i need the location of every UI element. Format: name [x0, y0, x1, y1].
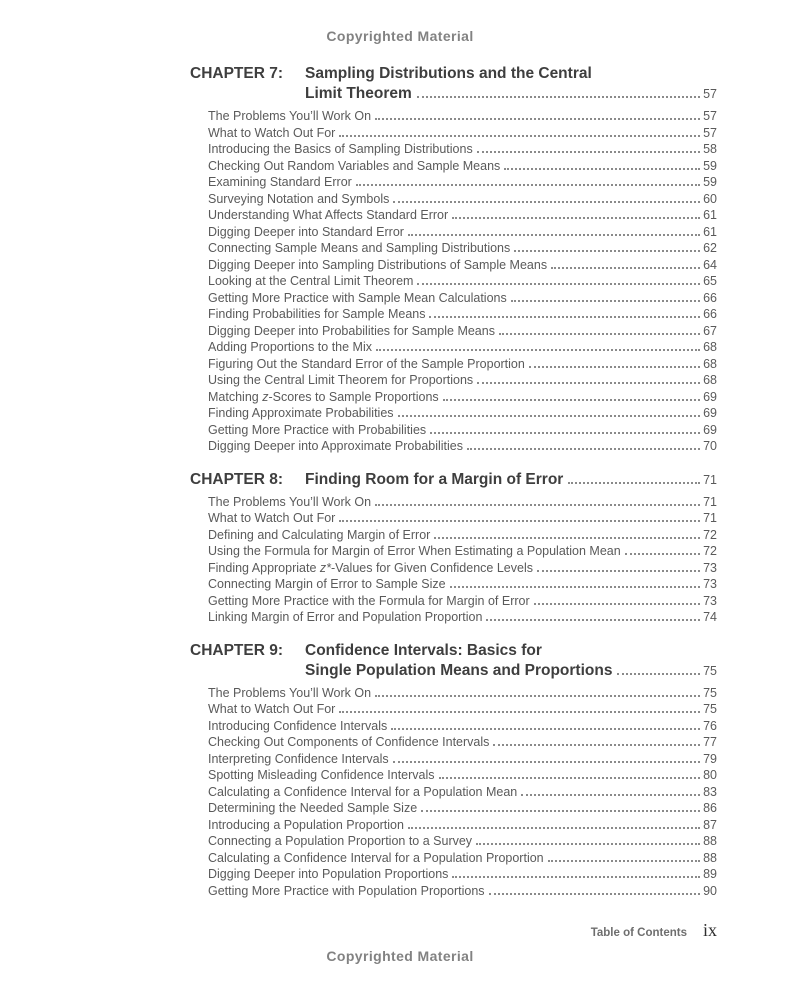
- entry-page-number: 88: [703, 834, 717, 848]
- dot-leader: [534, 603, 700, 605]
- dot-leader: [537, 570, 700, 572]
- toc-entry: [208, 158, 717, 175]
- entry-page-number: 68: [703, 373, 717, 387]
- entry-page-number: 61: [703, 208, 717, 222]
- entry-title: Surveying Notation and Symbols: [208, 191, 390, 206]
- entry-page-number: 86: [703, 801, 717, 815]
- chapter-9-title: [305, 641, 717, 681]
- toc-entry: [208, 718, 717, 735]
- copyright-notice-bottom: Copyrighted Material: [326, 948, 474, 964]
- dot-leader: [376, 349, 700, 351]
- entry-title: Looking at the Central Limit Theorem: [208, 274, 414, 288]
- entry-page-number: 76: [703, 718, 717, 733]
- dot-leader: [521, 794, 700, 796]
- entry-page-number: 67: [703, 323, 717, 338]
- entry-page-number: 73: [703, 593, 717, 608]
- toc-entry: [208, 389, 717, 406]
- toc-entry: [208, 323, 717, 340]
- chapter-8-label: CHAPTER 8:: [190, 470, 284, 488]
- entry-page-number: 80: [703, 768, 717, 782]
- toc-entry: [208, 576, 717, 593]
- toc-entry: [208, 438, 717, 455]
- entry-title: Introducing Confidence Intervals: [208, 718, 388, 733]
- entry-page-number: 60: [703, 191, 717, 206]
- dot-leader: [339, 711, 700, 713]
- toc-entry: [208, 306, 717, 323]
- chapter-9-title-line-2: Single Population Means and Proportions: [305, 661, 613, 679]
- entry-title: Connecting Sample Means and Sampling Distributions: [208, 241, 511, 255]
- entry-page-number: 72: [703, 544, 717, 558]
- entry-title: Determining the Needed Sample Size: [208, 801, 418, 815]
- toc-entry: [208, 866, 717, 883]
- entry-title: Examining Standard Error: [208, 175, 352, 189]
- toc-entry: [208, 207, 717, 224]
- entry-title: The Problems You’ll Work On: [208, 494, 372, 509]
- chapter-9-title-line-1: Confidence Intervals: Basics for: [305, 641, 542, 659]
- entry-page-number: 59: [703, 158, 717, 173]
- entry-title: Getting More Practice with Probabilities: [208, 422, 427, 437]
- dot-leader: [529, 366, 700, 368]
- dot-leader: [477, 382, 700, 384]
- entry-page-number: 57: [703, 125, 717, 140]
- chapter-7-heading: [190, 64, 717, 104]
- chapter-8-entries: [208, 494, 717, 626]
- dot-leader: [417, 283, 700, 285]
- dot-leader: [375, 504, 700, 506]
- dot-leader: [551, 267, 700, 269]
- entry-page-number: 59: [703, 175, 717, 189]
- dot-leader: [504, 168, 700, 170]
- toc-entry: [208, 141, 717, 158]
- entry-title: Matching z-Scores to Sample Proportions: [208, 389, 439, 404]
- toc-entry: [208, 108, 717, 125]
- chapter-9-label: CHAPTER 9:: [190, 641, 284, 659]
- toc-entry: [208, 510, 717, 527]
- toc-entry: [208, 273, 717, 290]
- dot-leader: [391, 728, 700, 730]
- entry-title: Digging Deeper into Population Proportions: [208, 867, 449, 881]
- entry-page-number: 87: [703, 817, 717, 832]
- entry-page-number: 77: [703, 735, 717, 749]
- toc-entry: [208, 405, 717, 422]
- dot-leader: [493, 744, 700, 746]
- entry-title: Getting More Practice with Population Proportions: [208, 883, 485, 898]
- dot-leader: [430, 432, 700, 434]
- entry-title: Digging Deeper into Sampling Distributions of Sample Means: [208, 257, 548, 272]
- toc-entry: [208, 339, 717, 356]
- chapter-7-section: [190, 64, 717, 455]
- toc-entry: [208, 800, 717, 817]
- dot-leader: [434, 537, 700, 539]
- entry-title: Finding Approximate Probabilities: [208, 406, 394, 420]
- dot-leader: [568, 482, 700, 484]
- entry-page-number: 72: [703, 527, 717, 542]
- entry-title: Checking Out Random Variables and Sample Means: [208, 158, 501, 173]
- entry-title: Understanding What Affects Standard Error: [208, 208, 449, 222]
- table-of-contents: [190, 64, 717, 899]
- folio-page-number: ix: [702, 920, 717, 940]
- dot-leader: [339, 135, 700, 137]
- entry-title: Getting More Practice with the Formula for Margin of Error: [208, 593, 530, 608]
- footer-section-label: Table of Contents: [590, 927, 687, 939]
- toc-entry: [208, 494, 717, 511]
- chapter-8-title-line-1: Finding Room for a Margin of Error: [305, 470, 564, 488]
- toc-entry: [208, 125, 717, 142]
- entry-page-number: 71: [703, 511, 717, 525]
- entry-title: The Problems You’ll Work On: [208, 685, 372, 700]
- entry-page-number: 74: [703, 610, 717, 624]
- dot-leader: [476, 843, 700, 845]
- entry-title: Getting More Practice with Sample Mean Calculations: [208, 290, 507, 305]
- chapter-7-title: [305, 64, 717, 104]
- entry-title: Adding Proportions to the Mix: [208, 340, 372, 354]
- toc-entry: [208, 174, 717, 191]
- dot-leader: [375, 695, 700, 697]
- entry-page-number: 75: [703, 702, 717, 716]
- toc-entry: [208, 767, 717, 784]
- dot-leader: [429, 316, 700, 318]
- chapter-7-page-number: 57: [703, 87, 717, 101]
- entry-title: Finding Probabilities for Sample Means: [208, 307, 426, 321]
- entry-title: Using the Central Limit Theorem for Proportions: [208, 373, 474, 387]
- entry-title: Digging Deeper into Standard Error: [208, 224, 404, 239]
- dot-leader: [452, 217, 700, 219]
- dot-leader: [477, 151, 700, 153]
- entry-title: Interpreting Confidence Intervals: [208, 751, 389, 766]
- dot-leader: [486, 619, 700, 621]
- toc-entry: [208, 422, 717, 439]
- dot-leader: [514, 250, 700, 252]
- dot-leader: [452, 876, 700, 878]
- dot-leader: [467, 448, 700, 450]
- entry-title: Checking Out Components of Confidence Intervals: [208, 735, 490, 749]
- entry-page-number: 75: [703, 685, 717, 700]
- entry-title: Introducing the Basics of Sampling Distributions: [208, 142, 473, 156]
- toc-entry: [208, 817, 717, 834]
- toc-entry: [208, 240, 717, 257]
- chapter-9-page-number: 75: [703, 663, 717, 678]
- dot-leader: [443, 399, 700, 401]
- toc-entry: [208, 290, 717, 307]
- page-footer: [591, 920, 717, 941]
- toc-entry: [208, 609, 717, 626]
- chapter-9-heading: [190, 641, 717, 681]
- entry-title: Spotting Misleading Confidence Intervals: [208, 768, 435, 782]
- dot-leader: [421, 810, 700, 812]
- copyright-notice-top: Copyrighted Material: [326, 28, 474, 44]
- dot-leader: [450, 586, 700, 588]
- toc-entry: [208, 685, 717, 702]
- entry-page-number: 66: [703, 290, 717, 305]
- entry-page-number: 69: [703, 422, 717, 437]
- toc-entry: [208, 883, 717, 900]
- toc-entry: [208, 191, 717, 208]
- entry-page-number: 68: [703, 356, 717, 371]
- entry-page-number: 66: [703, 307, 717, 321]
- chapter-7-title-line-1: Sampling Distributions and the Central: [305, 65, 592, 82]
- chapter-8-section: [190, 470, 717, 626]
- entry-page-number: 71: [703, 494, 717, 509]
- entry-title: The Problems You’ll Work On: [208, 109, 372, 123]
- dot-leader: [408, 827, 700, 829]
- entry-page-number: 90: [703, 883, 717, 898]
- chapter-8-heading: [190, 470, 717, 490]
- entry-page-number: 64: [703, 257, 717, 272]
- chapter-7-label: CHAPTER 7:: [190, 65, 284, 82]
- entry-title: Connecting Margin of Error to Sample Size: [208, 577, 446, 591]
- entry-page-number: 88: [703, 850, 717, 865]
- toc-entry: [208, 372, 717, 389]
- entry-title: Finding Appropriate z*-Values for Given Confidence Levels: [208, 560, 533, 575]
- dot-leader: [417, 96, 700, 98]
- toc-entry: [208, 751, 717, 768]
- entry-page-number: 69: [703, 406, 717, 420]
- entry-title: Digging Deeper into Probabilities for Sample Means: [208, 323, 495, 338]
- entry-title: Calculating a Confidence Interval for a Population Proportion: [208, 850, 544, 865]
- entry-page-number: 89: [703, 867, 717, 881]
- dot-leader: [393, 761, 700, 763]
- entry-page-number: 69: [703, 389, 717, 404]
- toc-entry: [208, 560, 717, 577]
- toc-entry: [208, 224, 717, 241]
- toc-entry: [208, 850, 717, 867]
- chapter-8-title: [305, 470, 717, 490]
- entry-title: Introducing a Population Proportion: [208, 817, 404, 832]
- dot-leader: [356, 184, 700, 186]
- entry-title: Connecting a Population Proportion to a Survey: [208, 834, 473, 848]
- entry-page-number: 57: [703, 109, 717, 123]
- dot-leader: [439, 777, 700, 779]
- entry-title: Digging Deeper into Approximate Probabilities: [208, 439, 464, 453]
- dot-leader: [375, 118, 700, 120]
- chapter-8-page-number: 71: [703, 472, 717, 487]
- entry-title: Calculating a Confidence Interval for a Population Mean: [208, 784, 518, 799]
- entry-title: Using the Formula for Margin of Error When Estimating a Population Mean: [208, 544, 621, 558]
- entry-title: What to Watch Out For: [208, 125, 336, 140]
- entry-title: What to Watch Out For: [208, 511, 336, 525]
- chapter-7-entries: [208, 108, 717, 455]
- entry-title: Defining and Calculating Margin of Error: [208, 527, 431, 542]
- dot-leader: [617, 673, 700, 675]
- entry-page-number: 73: [703, 577, 717, 591]
- chapter-7-title-line-2: Limit Theorem: [305, 85, 412, 102]
- toc-entry: [208, 356, 717, 373]
- entry-page-number: 79: [703, 751, 717, 766]
- dot-leader: [511, 300, 700, 302]
- dot-leader: [339, 520, 700, 522]
- dot-leader: [548, 860, 700, 862]
- entry-title: What to Watch Out For: [208, 702, 336, 716]
- entry-page-number: 83: [703, 784, 717, 799]
- toc-entry: [208, 527, 717, 544]
- dot-leader: [625, 553, 700, 555]
- dot-leader: [408, 234, 700, 236]
- entry-page-number: 61: [703, 224, 717, 239]
- entry-page-number: 62: [703, 241, 717, 255]
- entry-page-number: 68: [703, 340, 717, 354]
- entry-page-number: 65: [703, 274, 717, 288]
- dot-leader: [489, 893, 700, 895]
- entry-title: Linking Margin of Error and Population Proportion: [208, 610, 483, 624]
- dot-leader: [499, 333, 700, 335]
- toc-entry: [208, 784, 717, 801]
- toc-entry: [208, 701, 717, 718]
- toc-entry: [208, 833, 717, 850]
- toc-entry: [208, 543, 717, 560]
- dot-leader: [398, 415, 700, 417]
- entry-page-number: 70: [703, 439, 717, 453]
- chapter-9-entries: [208, 685, 717, 900]
- toc-entry: [208, 593, 717, 610]
- toc-entry: [208, 257, 717, 274]
- entry-title: Figuring Out the Standard Error of the Sample Proportion: [208, 356, 525, 371]
- toc-entry: [208, 734, 717, 751]
- entry-page-number: 73: [703, 560, 717, 575]
- chapter-9-section: [190, 641, 717, 900]
- entry-page-number: 58: [703, 142, 717, 156]
- dot-leader: [393, 201, 700, 203]
